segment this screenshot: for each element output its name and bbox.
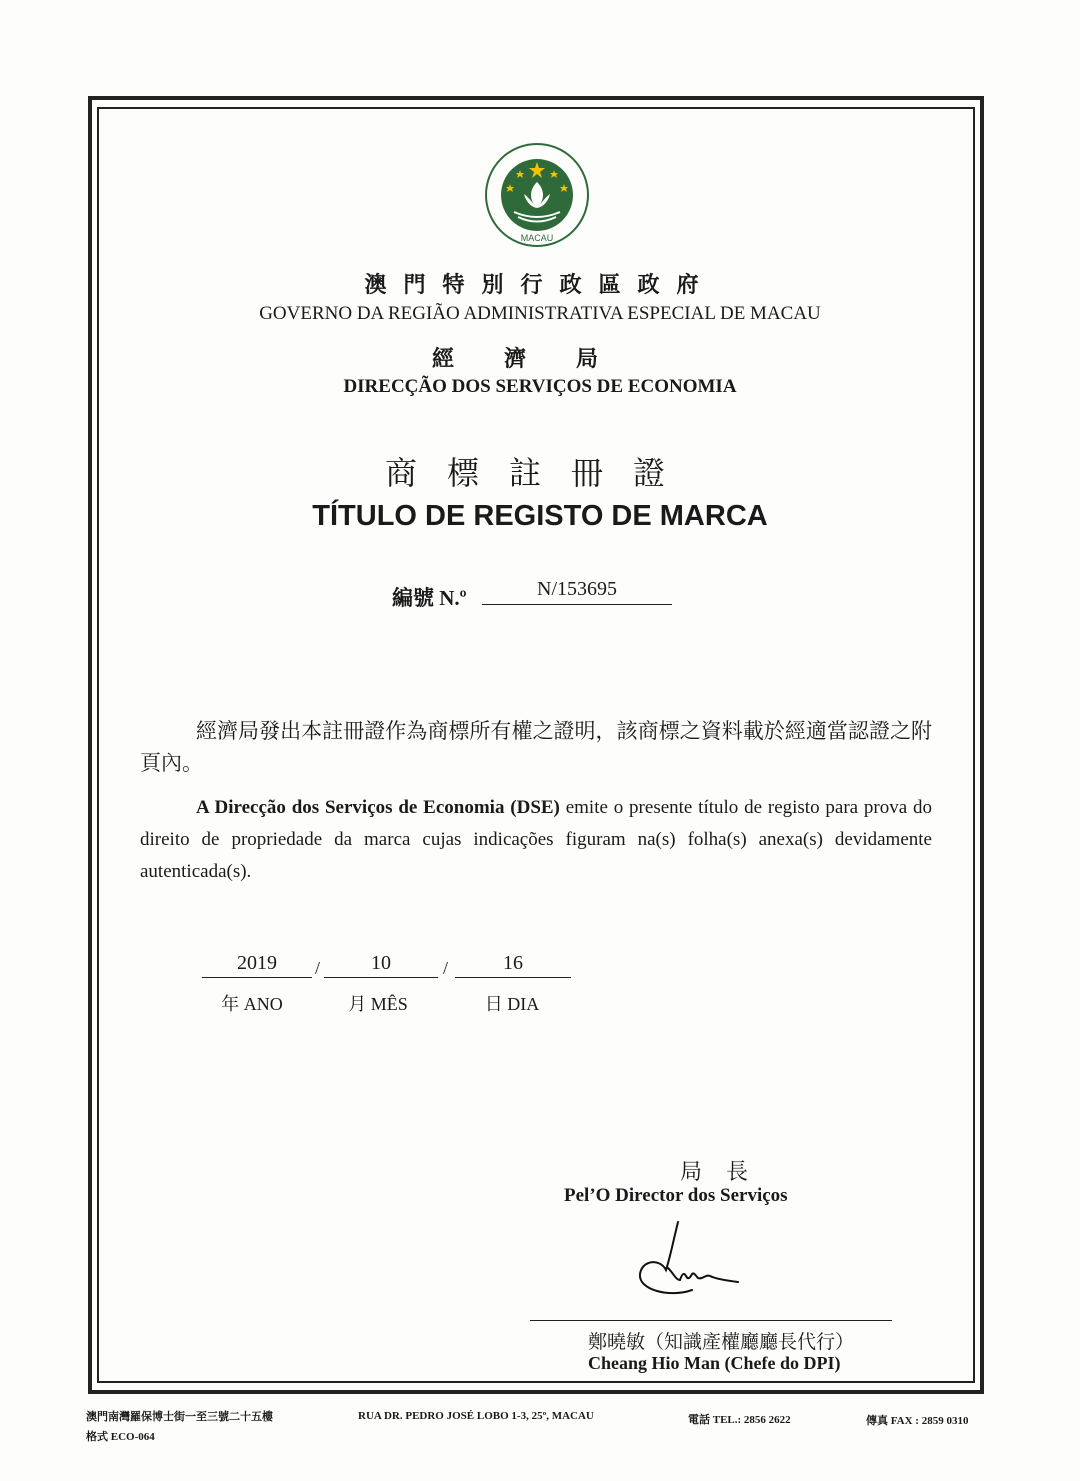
footer-fax: 傳真 FAX : 2859 0310 [866,1415,969,1427]
footer-address-pt: RUA DR. PEDRO JOSÉ LOBO 1-3, 25º, MACAU [358,1410,594,1422]
statement-pt-bold: A Direcção dos Serviços de Economia (DSE) [196,797,560,818]
certificate-title-zh: 商標註冊證 [384,454,695,492]
handwritten-signature [630,1218,760,1306]
date-separator: / [443,958,449,978]
department-name-zh: 經濟局 [431,346,648,371]
date-day-label: 日 DIA [484,994,540,1014]
government-name-pt: GOVERNO DA REGIÃO ADMINISTRATIVA ESPECIAL DE MACAU [259,303,821,324]
statement-pt-rest: emite o presente título de registo para prova do direito de propriedade da marca cujas indicações figuram na(s) folha(s) anexa(s) devidamente autenticada(s). [140,797,932,882]
footer-address-zh: 澳門南灣羅保博士街一至三號二十五樓 [86,1411,273,1423]
date-month-label: 月 MÊS [348,994,408,1014]
date-day-value: 16 [455,952,571,978]
date-separator: / [315,958,321,978]
signatory-title-pt: Pel’O Director dos Serviços [564,1185,788,1206]
government-name-zh: 澳門特別行政區政府 [364,272,716,297]
date-year-label: 年 ANO [221,994,283,1014]
macau-emblem-icon [484,142,590,248]
registration-number-value: N/153695 [482,578,672,605]
svg-text:MACAU: MACAU [520,233,554,243]
statement-zh: 經濟局發出本註冊證作為商標所有權之證明，該商標之資料載於經適當認證之附頁內。 [140,719,932,775]
signatory-title-zh: 局長 [680,1159,773,1184]
footer-telephone: 電話 TEL.: 2856 2622 [688,1414,791,1426]
registration-number-label: 編號 N.º [392,586,467,610]
signature-line [530,1320,892,1321]
footer-form-code: 格式 ECO-064 [86,1431,155,1443]
signatory-name-zh: 鄭曉敏（知識產權廳廳長代行） [588,1332,855,1353]
certificate-title-pt: TÍTULO DE REGISTO DE MARCA [312,500,768,532]
department-name-pt: DIRECÇÃO DOS SERVIÇOS DE ECONOMIA [343,376,737,397]
statement-pt [140,792,932,888]
signatory-name-pt: Cheang Hio Man (Chefe do DPI) [588,1353,841,1373]
date-year-value: 2019 [202,952,312,978]
date-month-value: 10 [324,952,438,978]
